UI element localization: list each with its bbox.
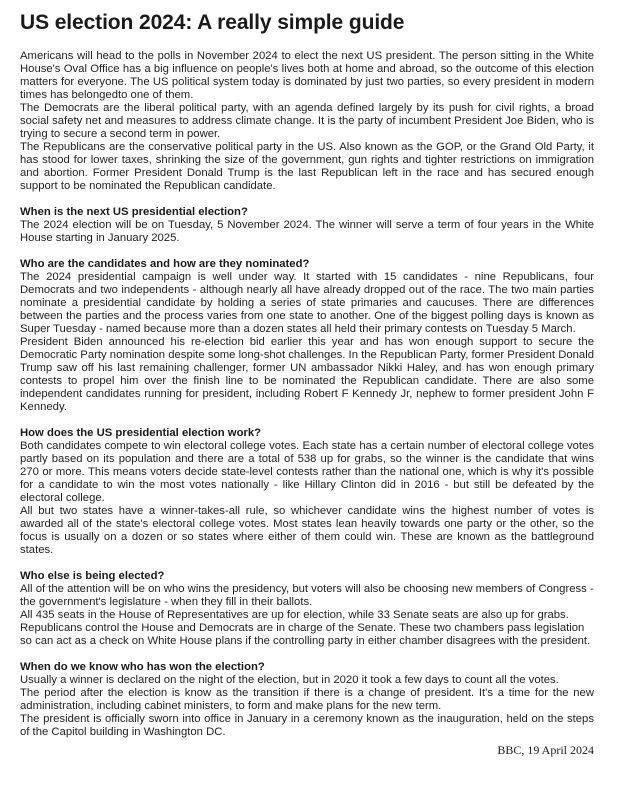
intro — [20, 50, 594, 193]
source-attribution: BBC, 19 April 2024 — [497, 743, 594, 757]
section-who-else-elected — [20, 570, 594, 648]
section-paragraph: The 2024 presidential campaign is well under way. It started with 15 candidates - nine Republicans, four Democrats and two independents - although nearly all have already dropped out of the race. The two main parties nominate a presidential candidate by holding a series of state primaries and caucuses. There are differences between the parties and the process varies from one state to another. One of the biggest polling days is known as Super Tuesday - named because more than a dozen states all held their primary contests on Tuesday 5 March. — [20, 271, 594, 335]
section-paragraph: Republicans control the House and Democrats are in charge of the Senate. These two chambers pass legislation so can act as a check on White House plans if the controlling party in either chamber disagrees with the president. — [20, 622, 591, 647]
article-title: US election 2024: A really simple guide — [20, 11, 405, 34]
section-when-know-winner — [20, 661, 594, 739]
intro-paragraph: The Republicans are the conservative political party in the US. Also known as the GOP, or the Grand Old Party, it has stood for lower taxes, shrinking the size of the government, gun rights and tighter restrictions on immigration and abortion. Former President Donald Trump is the last Republican left in the race and has secured enough support to be nominated the Republican candidate. — [20, 141, 594, 192]
section-paragraph: All but two states have a winner-takes-all rule, so whichever candidate wins the highest number of votes is awarded all of the state's electoral college votes. Most states lean heavily towards one party or the other, so the focus is usually on a dozen or so states where either of them could win. These are known as the battleground states. — [20, 505, 594, 556]
section-heading: Who are the candidates and how are they nominated? — [20, 258, 310, 270]
section-paragraph: All 435 seats in the House of Representatives are up for election, while 33 Senate seats are also up for grabs. — [20, 609, 569, 621]
section-heading: Who else is being elected? — [20, 570, 165, 582]
intro-paragraph: The Democrats are the liberal political party, with an agenda defined largely by its push for civil rights, a broad social safety net and measures to address climate change. It is the party of incumbent President Joe Biden, who is trying to secure a second term in power. — [20, 102, 594, 140]
section-heading: How does the US presidential election work? — [20, 427, 262, 439]
section-paragraph: President Biden announced his re-election bid earlier this year and has won enough support to secure the Democratic Party nomination despite some long-shot challenges. In the Republican Party, former President Donald Trump saw off his last remaining challenger, former UN ambassador Nikki Haley, and has won enough primary contests to propel him over the finish line to be nominated the Republican candidate. There are also some independent candidates running for president, including Robert F Kennedy Jr, nephew to former president John F Kennedy. — [20, 336, 594, 413]
section-paragraph: Usually a winner is declared on the night of the election, but in 2020 it took a few days to count all the votes. — [20, 674, 559, 686]
section-heading: When do we know who has won the election? — [20, 661, 265, 673]
section-paragraph: All of the attention will be on who wins the presidency, but voters will also be choosing new members of Congress - the government's legislature - when they fill in their ballots. — [20, 583, 594, 608]
section-paragraph: The 2024 election will be on Tuesday, 5 November 2024. The winner will serve a term of four years in the White House starting in January 2025. — [20, 219, 594, 244]
section-when-election — [20, 206, 594, 245]
intro-paragraph: Americans will head to the polls in November 2024 to elect the next US president. The person sitting in the White House's Oval Office has a big influence on people's lives both at home and abroad, so the outcome of this election matters for everyone. The US political system today is dominated by just two parties, so every president in modern times has belongedto one of them. — [20, 50, 594, 101]
section-heading: When is the next US presidential election? — [20, 206, 248, 218]
section-paragraph: Both candidates compete to win electoral college votes. Each state has a certain number of electoral college votes partly based on its population and there are a total of 538 up for grabs, so the winner is the candidate that wins 270 or more. This means voters decide state-level contests rather than the national one, which is why it's possible for a candidate to win the most votes nationally - like Hillary Clinton did in 2016 - but still be defeated by the electoral college. — [20, 440, 594, 504]
article — [20, 10, 594, 757]
section-paragraph: The period after the election is know as the transition if there is a change of president. It's a time for the new administration, including cabinet ministers, to form and make plans for the new term. — [20, 687, 594, 712]
section-paragraph: The president is officially sworn into office in January in a ceremony known as the inauguration, held on the steps of the Capitol building in Washington DC. — [20, 713, 594, 738]
section-candidates — [20, 258, 594, 414]
section-how-election-works — [20, 427, 594, 557]
